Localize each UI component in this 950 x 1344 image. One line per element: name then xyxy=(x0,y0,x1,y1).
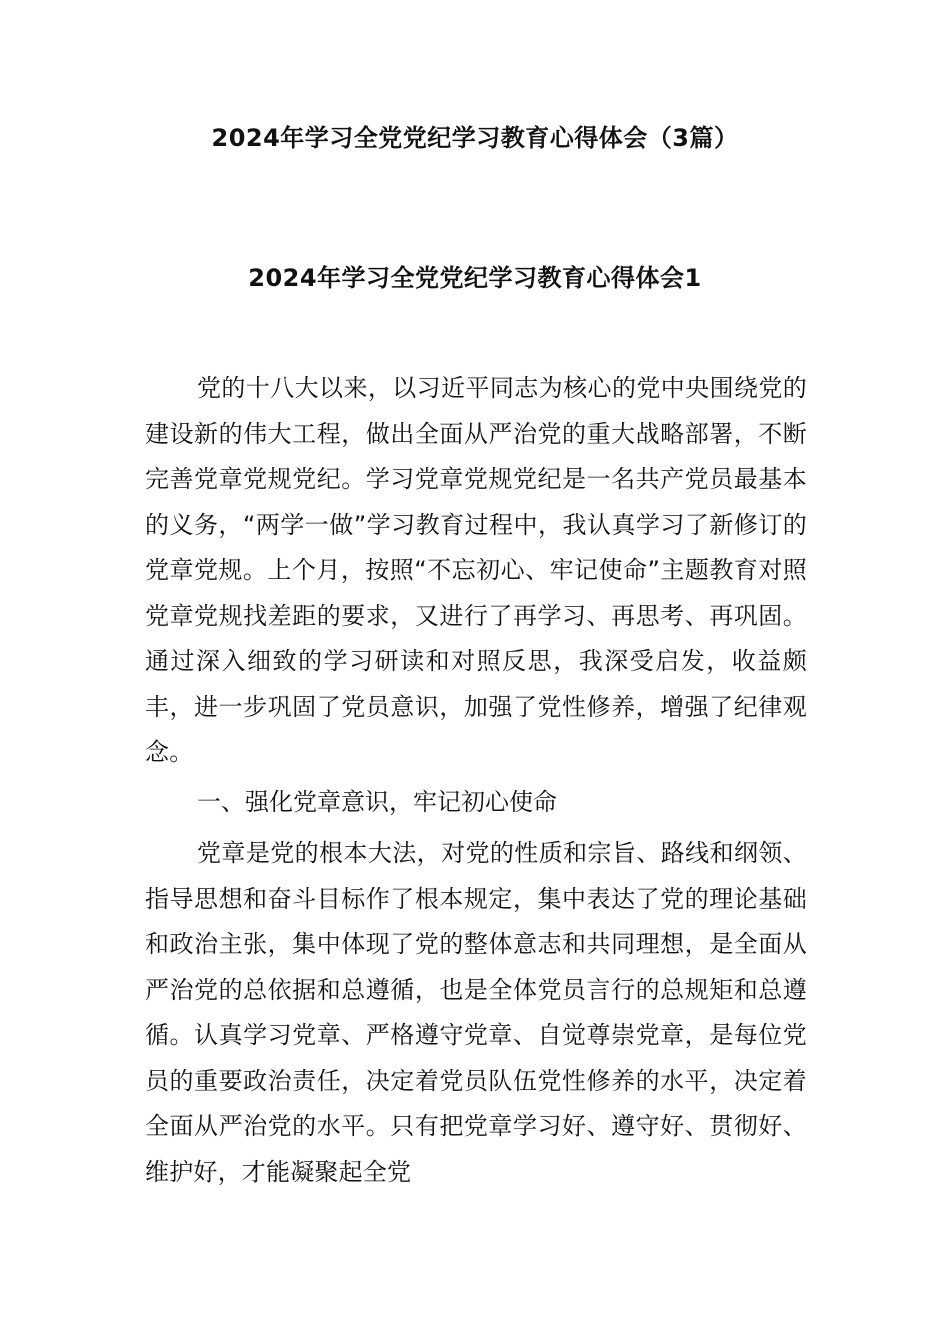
paragraph-party-constitution: 党章是党的根本大法，对党的性质和宗旨、路线和纲领、指导思想和奋斗目标作了根本规定，集中表达了党的理论基础和政治主张，集中体现了党的整体意志和共同理想，是全面从严治党的总依据和总遵循，也是全体党员言行的总规矩和总遵循。认真学习党章、严格遵守党章、自觉尊崇党章，是每位党员的重要政治责任，决定着党员队伍党性修养的水平，决定着全面从严治党的水平。只有把党章学习好、遵守好、贯彻好、维护好，才能凝聚起全党 xyxy=(145,839,807,1186)
subheading-1: 一、强化党章意识，牢记初心使命 xyxy=(197,787,557,816)
paragraph-intro: 党的十八大以来，以习近平同志为核心的党中央围绕党的建设新的伟大工程，做出全面从严治党的重大战略部署，不断完善党章党规党纪。学习党章党规党纪是一名共产党员最基本的义务，“两学一做”学习教育过程中，我认真学习了新修订的党章党规。上个月，按照“不忘初心、牢记使命”主题教育对照党章党规找差距的要求，又进行了再学习、再思考、再巩固。通过深入细致的学习研读和对照反思，我深受启发，收益颇丰，进一步巩固了党员意识，加强了党性修养，增强了纪律观念。 xyxy=(145,374,807,766)
document-body xyxy=(145,366,807,1195)
document-title: 2024年学习全党党纪学习教育心得体会（3篇） xyxy=(211,124,739,152)
section-title: 2024年学习全党党纪学习教育心得体会1 xyxy=(248,264,702,292)
